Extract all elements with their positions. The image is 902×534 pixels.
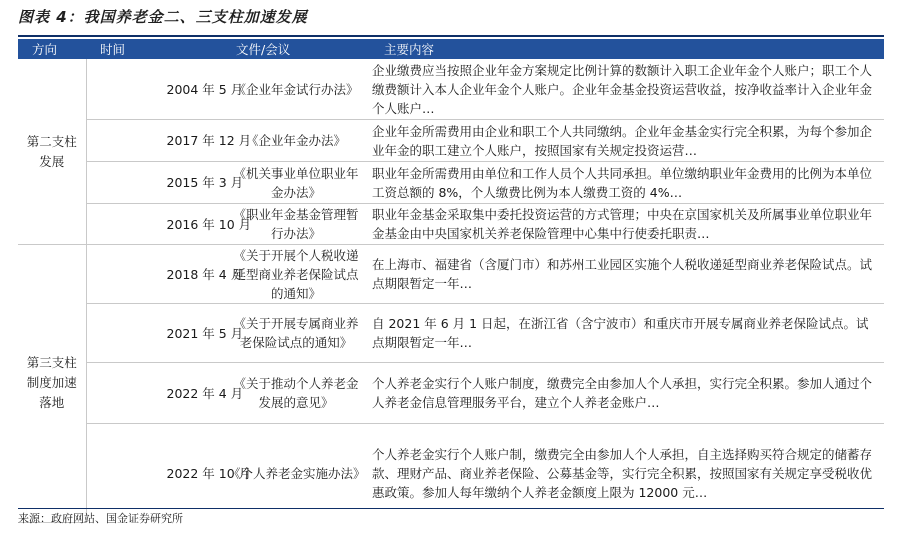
content-cell: 职业年金所需费用由单位和工作人员个人共同承担。单位缴纳职业年金费用的比例为本单位工资总额的 8%，个人缴费比例为本人缴费工资的 4%… (370, 162, 884, 204)
content-cell: 企业年金所需费用由企业和职工个人共同缴纳。企业年金基金实行完全积累，为每个参加企业年金的职工建立个人账户，按照国家有关规定投资运营… (370, 120, 884, 162)
content-cell: 个人养老金实行个人账户制，缴费完全由参加人个人承担，自主选择购买符合规定的储蓄存款、理财产品、商业养老保险、公募基金等，实行完全积累，按照国家有关规定享受税收优惠政策。参加人每年缴纳个人养老金额度上限为 12000 元… (372, 446, 873, 500)
content-cell: 职业年金基金采取集中委托投资运营的方式管理；中央在京国家机关及所属事业单位职业年金基金由中央国家机关养老保险管理中心集中行使委托职责… (370, 204, 884, 245)
time-cell: 2018 年 4 月 (86, 245, 222, 304)
table-row (18, 162, 884, 204)
time-cell: 2015 年 3 月 (86, 162, 222, 204)
document-cell: 《关于开展专属商业养老保险试点的通知》 (222, 304, 370, 363)
table-row (18, 363, 884, 424)
header-content: 主要内容 (370, 39, 884, 59)
bottom-rule (18, 508, 884, 509)
time-cell: 2017 年 12 月 (86, 120, 222, 162)
header-document: 文件/会议 (222, 39, 370, 59)
figure-title: 图表 4：我国养老金二、三支柱加速发展 (18, 8, 308, 26)
content-cell: 个人养老金实行个人账户制度，缴费完全由参加人个人承担，实行完全积累。参加人通过个人养老金信息管理服务平台，建立个人养老金账户… (370, 363, 884, 424)
title-rule (18, 35, 884, 37)
source-note: 来源：政府网站、国金证券研究所 (18, 512, 183, 525)
time-cell: 2021 年 5 月 (86, 304, 222, 363)
content-cell: 自 2021 年 6 月 1 日起，在浙江省（含宁波市）和重庆市开展专属商业养老保险试点。试点期限暂定一年… (370, 304, 884, 363)
content-cell: 企业缴费应当按照企业年金方案规定比例计算的数额计入职工企业年金个人账户；职工个人缴费额计入本人企业年金个人账户。企业年金基金投资运营收益，按净收益率计入企业年金个人账户… (370, 59, 884, 120)
header-direction: 方向 (18, 39, 86, 59)
table-header-row (18, 39, 884, 59)
time-cell: 2022 年 4 月 (86, 363, 222, 424)
document-cell: 《企业年金办法》 (222, 120, 370, 162)
time-cell: 2004 年 5 月 (86, 59, 222, 120)
header-time: 时间 (86, 39, 222, 59)
table-row (18, 204, 884, 245)
time-cell: 2016 年 10 月 (86, 204, 222, 245)
document-cell: 《职业年金基金管理暂行办法》 (222, 204, 370, 245)
document-cell: 《关于推动个人养老金发展的意见》 (222, 363, 370, 424)
time-cell: 2022 年 10 月 (166, 465, 252, 481)
direction-cell: 第二支柱发展 (18, 59, 86, 245)
table-row (18, 245, 884, 304)
document-cell: 《机关事业单位职业年金办法》 (222, 162, 370, 204)
table-row (18, 304, 884, 363)
document-cell: 《个人养老金实施办法》 (228, 465, 366, 481)
table-row (18, 120, 884, 162)
document-cell: 《企业年金试行办法》 (222, 59, 370, 120)
policy-table (18, 39, 884, 523)
content-cell: 在上海市、福建省（含厦门市）和苏州工业园区实施个人税收递延型商业养老保险试点。试点期限暂定一年… (370, 245, 884, 304)
table-row (18, 59, 884, 120)
document-cell: 《关于开展个人税收递延型商业养老保险试点的通知》 (222, 245, 370, 304)
direction-cell: 第三支柱制度加速落地 (18, 245, 86, 523)
